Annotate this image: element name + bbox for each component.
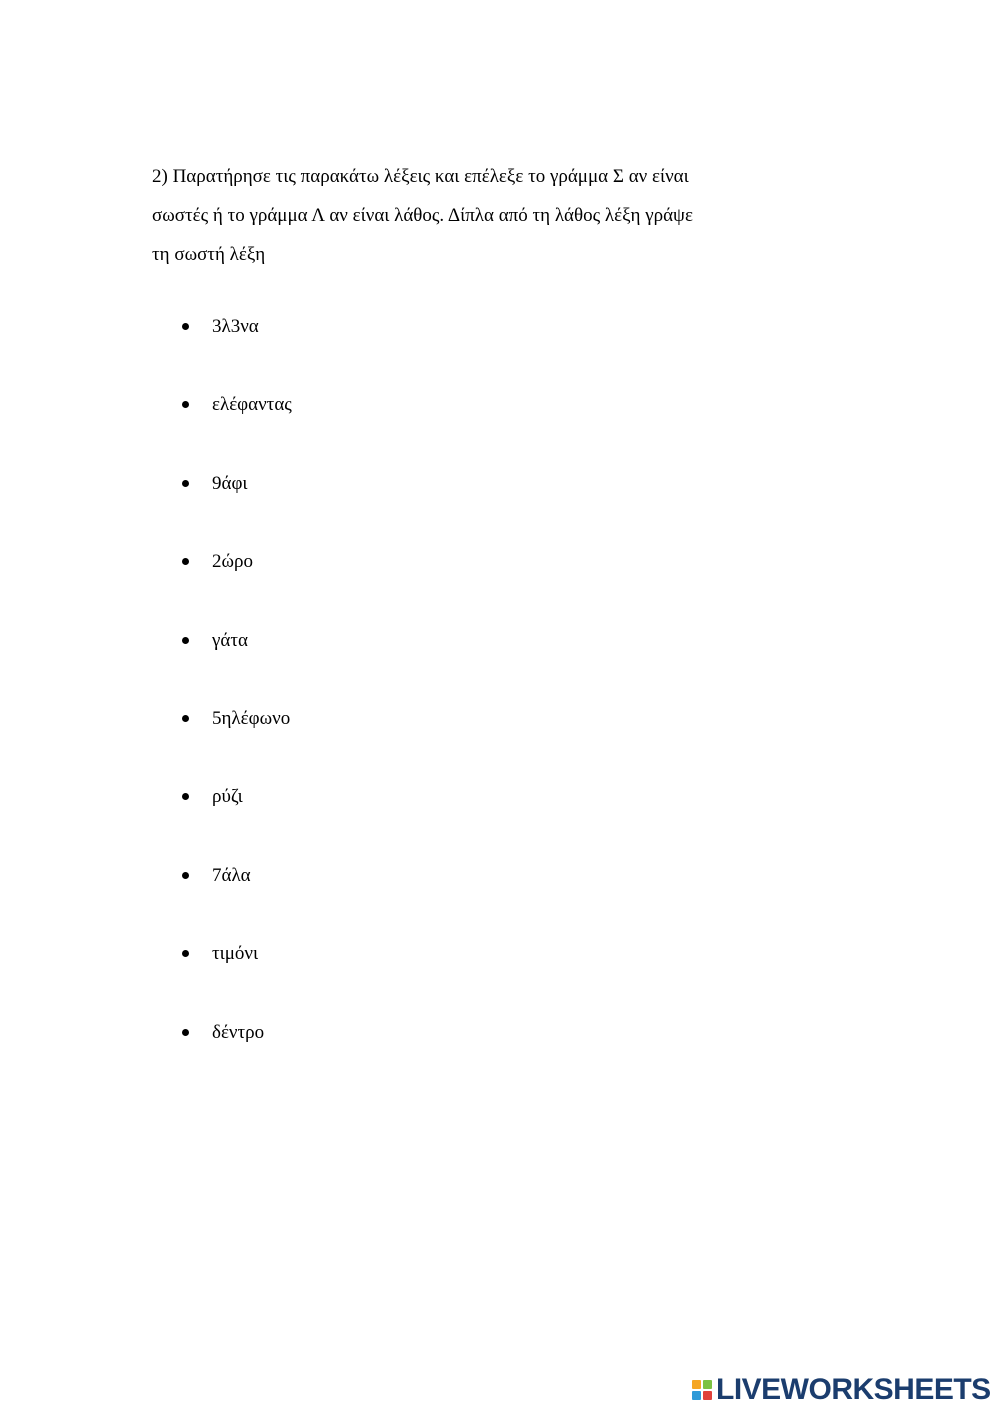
list-item xyxy=(180,859,292,937)
word-text: 5ηλέφωνο xyxy=(212,707,291,729)
list-item xyxy=(180,702,292,780)
logo-tile xyxy=(692,1380,701,1389)
word-text: ρύζι xyxy=(212,786,243,808)
word-text: 7άλα xyxy=(212,864,251,886)
bullet-icon xyxy=(182,950,189,957)
bullet-icon xyxy=(182,872,189,879)
list-item xyxy=(180,467,292,545)
instructions-line-3: τη σωστή λέξη xyxy=(152,244,266,265)
logo-text: LIVEWORKSHEETS xyxy=(716,1373,991,1406)
word-text: τιμόνι xyxy=(212,943,259,965)
bullet-icon xyxy=(182,793,189,800)
instructions-line-2: σωστές ή το γράμμα Λ αν είναι λάθος. Δίπλα από τη λάθος λέξη γράψε xyxy=(152,205,693,226)
word-text: ελέφαντας xyxy=(212,394,292,416)
list-item xyxy=(180,1016,292,1094)
logo-tile xyxy=(703,1380,712,1389)
bullet-icon xyxy=(182,480,189,487)
bullet-icon xyxy=(182,637,189,644)
bullet-icon xyxy=(182,323,189,330)
word-text: δέντρο xyxy=(212,1021,265,1043)
list-item xyxy=(180,937,292,1015)
word-text: 2ώρο xyxy=(212,551,253,573)
list-item xyxy=(180,310,292,388)
bullet-icon xyxy=(182,1029,189,1036)
logo-tile xyxy=(692,1391,701,1400)
instructions-paragraph xyxy=(152,157,772,274)
list-item xyxy=(180,388,292,466)
liveworksheets-logo-icon xyxy=(692,1380,712,1400)
word-text: 9άφι xyxy=(212,472,248,494)
list-item xyxy=(180,624,292,702)
bullet-icon xyxy=(182,715,189,722)
word-text: 3λ3να xyxy=(212,316,259,337)
bullet-icon xyxy=(182,401,189,408)
instructions-line-1: 2) Παρατήρησε τις παρακάτω λέξεις και επέλεξε το γράμμα Σ αν είναι xyxy=(152,166,689,187)
logo-tile xyxy=(703,1391,712,1400)
word-text: γάτα xyxy=(212,629,248,651)
list-item xyxy=(180,545,292,623)
bullet-icon xyxy=(182,558,189,565)
list-item xyxy=(180,780,292,858)
liveworksheets-logo xyxy=(692,1375,991,1405)
word-list xyxy=(180,310,292,1094)
